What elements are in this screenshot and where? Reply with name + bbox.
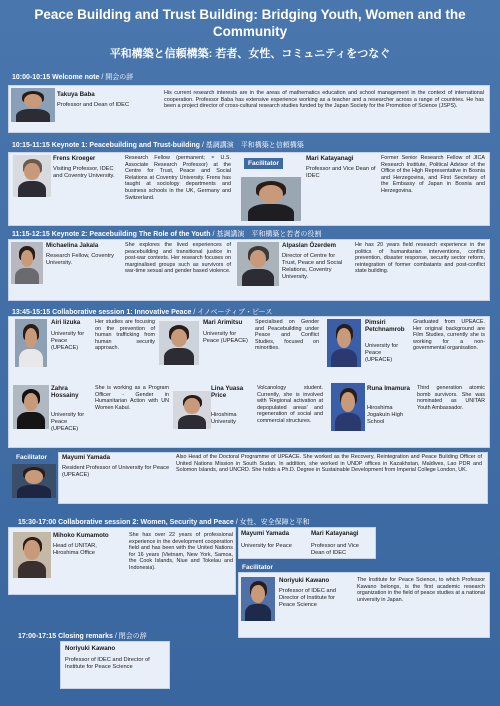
speaker-name: Airi Iizuka (51, 319, 81, 326)
photo-jakala (11, 242, 43, 284)
poster-subtitle: 平和構築と信頼構築: 若者、女性、コミュニティをつなぐ (109, 48, 391, 60)
speaker-name: Mihoko Kumamoto (53, 532, 109, 539)
speaker-affiliation: Professor and Vice Dean of IDEC (311, 543, 359, 556)
speaker-name: Pimsiri Petchnamrob (365, 319, 405, 333)
speaker-name: Mari Katayanagi (306, 155, 354, 162)
photo-imamura (331, 383, 365, 431)
section-keynote-1: 10:15-11:15 Keynote 1: Peacebuilding and Trust-building / 基調講演 平和構築と信頼構築 (12, 142, 304, 149)
card-baba (8, 85, 490, 133)
photo-iizuka (15, 319, 47, 367)
facilitator-label: Facilitator (12, 452, 51, 463)
speaker-bio: The Institute for Peace Science, to which Professor Kawano belongs, is the first academic research organization in the field of peace studies at a national university in Japan. (357, 577, 485, 603)
speaker-name: Runa Imamura (367, 385, 410, 392)
photo-kumamoto (13, 532, 51, 578)
card-kumamoto (8, 527, 236, 595)
speaker-bio: Also Head of the Doctoral Programme of UPEACE. She worked as the Recovery, Reintegration and Peace Building Officer of United Nations Mission in South Sudan. In addition, she worked in UNDP offices in Kazakhstan, Maldives, Lao PDR and Solomon Islands, and UNCRD. She holds a Ph.D. Degree in Sustainable Development from Imperial College London, UK. (176, 454, 482, 474)
photo-kawano (241, 577, 275, 621)
speaker-affiliation: Professor and Vice Dean of IDEC (306, 166, 376, 179)
section-welcome: 10:00-10:15 Welcome note / 開会の辞 (12, 74, 134, 81)
speaker-name: Frens Kroeger (53, 155, 96, 162)
speaker-affiliation: Head of UNITAR, Hiroshima Office (53, 543, 97, 556)
photo-arimitsu (159, 321, 199, 365)
card-collab-1 (8, 316, 490, 448)
photo-baba (11, 88, 55, 122)
speaker-bio: She has over 22 years of professional experience in the development cooperation field and has been with the United Nations for 16 years (Vietnam, New York, Samoa, the Cook Islands, Niue and Tokelau and Indonesia). (129, 532, 233, 571)
section-keynote-2: 11:15-12:15 Keynote 2: Peacebuilding The Role of the Youth / 基調講演 平和構築と若者の役割 (12, 231, 322, 238)
speaker-bio: Her studies are focusing on the prevention of human trafficking from human security approach. (95, 319, 155, 352)
speaker-name: Mayumi Yamada (241, 530, 290, 537)
speaker-bio: Research Fellow (permanent; ≈ U.S. Associate Research Professor) at the Centre for Trust, Peace and Social Relations at Coventry University. Frens has taught at sociology departments and business schools in the UK, Germany and Switzerland. (125, 155, 231, 201)
card-keynote-2 (8, 239, 490, 301)
speaker-name: Takuya Baba (57, 91, 95, 98)
photo-petchnamrob (327, 319, 361, 367)
speaker-name: Noriyuki Kawano (279, 577, 330, 584)
speaker-affiliation: Hiroshima Jogakuin High School (367, 405, 404, 425)
speaker-name: Alpaslan Özerdem (282, 242, 336, 249)
speaker-name: Mari Katayanagi (311, 530, 359, 537)
section-collab-2: 15:30-17:00 Collaborative session 2: Women, Security and Peace / 女性、安全保障と平和 (18, 519, 310, 526)
card-kawano (238, 572, 490, 638)
speaker-affiliation: Research Fellow, Coventry University. (46, 253, 114, 266)
card-yamada (8, 450, 488, 504)
speaker-affiliation: Director of Centre for Trust, Peace and Social Relations, Coventry University. (282, 253, 343, 280)
photo-kroeger (13, 155, 51, 197)
speaker-affiliation: University for Peace (UPEACE) (365, 343, 399, 363)
speaker-affiliation: University for Peace (241, 543, 292, 549)
speaker-bio: Graduated from UPEACE. Her original background are Film Studies, currently she is working for a non-governmental organisation. (413, 319, 485, 352)
speaker-bio: She is working as a Program Officer - Gender in Humanitarian Action with UN Women Kabul. (95, 385, 169, 411)
speaker-affiliation: University for Peace (UPEACE) (51, 331, 85, 351)
speaker-affiliation: Visiting Professor, IDEC and Coventry University. (53, 166, 115, 179)
speaker-affiliation: University for Peace (UPEACE) (51, 412, 85, 432)
facilitator-label: Facilitator (244, 158, 283, 169)
speaker-name: Michaelina Jakala (46, 242, 99, 249)
speaker-name: Noriyuki Kawano (65, 645, 116, 652)
poster-title: Peace Building and Trust Building: Bridging Youth, Women and the Community (34, 7, 466, 39)
speaker-name: Mari Arimitsu (203, 319, 243, 326)
speaker-bio: Third generation atomic bomb survivors. She was nominated as UNITAR Youth Ambassador. (417, 385, 485, 411)
speaker-bio: He has 20 years field research experience in the politics of humanitarian interventions, conflict prevention, disaster response, security sector reform, reintegration of former combatants and post-conflict state building. (355, 242, 485, 275)
speaker-bio: Volcanology student. Currently, she is involved with 'Regional activation at depopulated areas' and regeneration of social and commercial structures. (257, 385, 323, 424)
speaker-affiliation: Professor and Dean of IDEC (57, 102, 130, 108)
speaker-bio: Former Senior Research Fellow of JICA Research Institute, Political Advisor of the Office of the High Representative in Bosnia and Herzegovina, and First Secretary of the Embassy of Japan in Bosnia and Herzegovina. (381, 155, 485, 194)
speaker-affiliation: Resident Professor of University for Peace (UPEACE) (62, 465, 170, 478)
speaker-affiliation: University for Peace (UPEACE) (203, 331, 248, 344)
speaker-affiliation: Hiroshima University (211, 412, 237, 425)
photo-hossainy (13, 385, 49, 429)
card-closing (60, 641, 170, 689)
photo-price (173, 391, 211, 429)
speaker-name: Zahra Hossainy (51, 385, 79, 399)
speaker-affiliation: Professor of IDEC and Director of Institute for Peace Science (65, 657, 150, 670)
speaker-bio: She explores the lived experiences of peacebuilding and transitional justice in post-war contexts. Her research focuses on marginalised groups such as survivors of war-time sexual and gender based violence. (125, 242, 231, 275)
facilitator-label: Facilitator (238, 562, 277, 573)
photo-katayanagi (241, 177, 301, 221)
speaker-bio: His current research interests are in the areas of mathematics education and school management in the context of international cooperation. Professor Baba has extensive experience working as a teacher and a researcher across a range of countries. He has been a project director of cross-cultural research studies funded by the Japan Society for the Promotion of Science (JSPS). (164, 90, 484, 110)
speaker-name: Mayumi Yamada (62, 454, 111, 461)
speaker-name: Lina Yuasa Price (211, 385, 244, 399)
section-closing: 17:00-17:15 Closing remarks / 閉会の辞 (18, 633, 147, 640)
photo-yamada (12, 464, 56, 498)
speaker-affiliation: Professor of IDEC and Director of Institute for Peace Science (279, 588, 336, 608)
speaker-bio: Specialised on Gender and Peacebuilding under Peace and Conflict Studies, focused on minorities. (255, 319, 319, 352)
card-panel-c2 (238, 527, 376, 559)
section-collab-1: 13:45-15:15 Collaborative session 1: Innovative Peace / イノベーティブ・ピース (12, 309, 273, 316)
photo-ozerdem (237, 242, 279, 286)
